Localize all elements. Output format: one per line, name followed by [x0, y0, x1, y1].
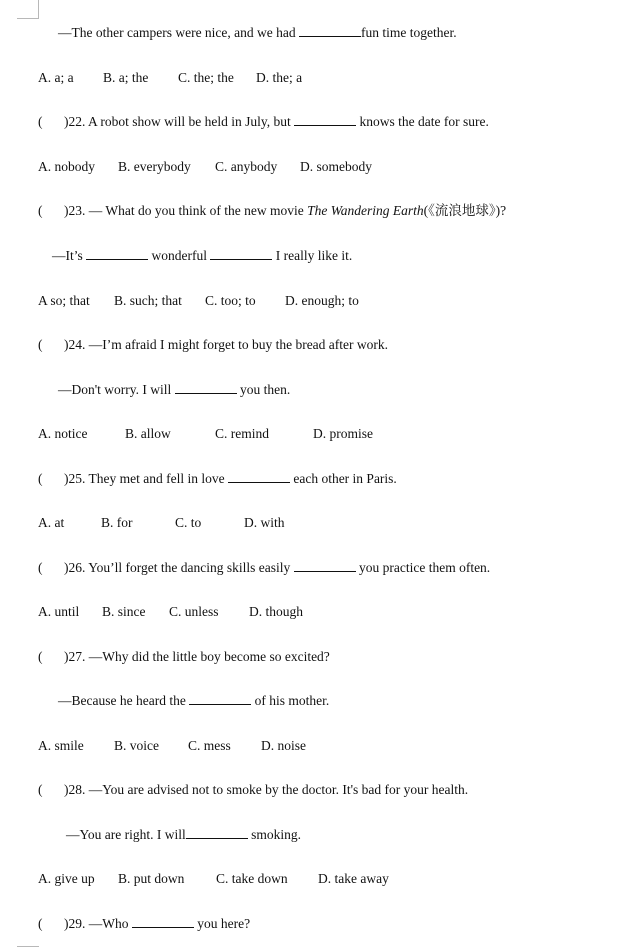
page-corner-mark: [17, 946, 39, 947]
text: wonderful: [148, 248, 211, 263]
option-a[interactable]: A. until: [38, 604, 80, 619]
option-a[interactable]: A so; that: [38, 293, 90, 308]
question-23-dialogue-line: [52, 247, 352, 265]
option-c[interactable]: C. the; the: [178, 70, 234, 85]
option-b[interactable]: B. a; the: [103, 70, 149, 85]
question-24: [38, 336, 388, 354]
option-b[interactable]: B. since: [102, 604, 146, 619]
option-b[interactable]: B. for: [101, 515, 133, 530]
option-c[interactable]: C. anybody: [215, 159, 278, 174]
question-25: [38, 470, 397, 488]
text: (《流浪地球》)?: [423, 203, 507, 218]
question-28-dialogue-line: [66, 826, 301, 844]
answer-blank[interactable]: [210, 247, 272, 260]
question-22-options: [38, 158, 372, 176]
answer-blank[interactable]: [294, 113, 356, 126]
answer-paren[interactable]: (: [38, 114, 43, 129]
text: )23. — What do you think of the new movie: [64, 203, 308, 218]
text: you practice them often.: [355, 560, 491, 575]
text: —Because he heard the: [58, 693, 190, 708]
question-21-dialogue-line: [58, 24, 457, 42]
answer-blank[interactable]: [186, 826, 248, 839]
answer-paren[interactable]: (: [38, 560, 43, 575]
question-27: [38, 648, 330, 666]
question-26-options: [38, 603, 303, 621]
text: —The other campers were nice, and we had: [58, 25, 300, 40]
option-b[interactable]: B. put down: [118, 871, 185, 886]
option-c[interactable]: C. to: [175, 515, 202, 530]
answer-paren[interactable]: (: [38, 782, 43, 797]
text: )26. You’ll forget the dancing skills easily: [64, 560, 294, 575]
page-corner-mark: [17, 18, 39, 19]
option-b[interactable]: B. such; that: [114, 293, 182, 308]
option-a[interactable]: A. notice: [38, 426, 88, 441]
page-corner-mark: [38, 0, 39, 19]
answer-blank[interactable]: [175, 381, 237, 394]
option-c[interactable]: C. mess: [188, 738, 231, 753]
option-a[interactable]: A. a; a: [38, 70, 74, 85]
text: —It’s: [52, 248, 87, 263]
question-26: [38, 559, 490, 577]
movie-title: The Wandering Earth: [307, 203, 424, 218]
text: —You are right. I will: [66, 827, 186, 842]
question-27-options: [38, 737, 306, 755]
question-27-dialogue-line: [58, 692, 329, 710]
answer-blank[interactable]: [228, 470, 290, 483]
text: I really like it.: [272, 248, 353, 263]
text: )28. —You are advised not to smoke by the doctor. It's bad for your health.: [64, 782, 469, 797]
text: each other in Paris.: [289, 471, 397, 486]
option-d[interactable]: D. with: [244, 515, 285, 530]
text: knows the date for sure.: [356, 114, 489, 129]
option-c[interactable]: C. take down: [216, 871, 288, 886]
question-28-options: [38, 870, 389, 888]
option-c[interactable]: C. remind: [215, 426, 269, 441]
option-d[interactable]: D. enough; to: [285, 293, 359, 308]
answer-blank[interactable]: [294, 559, 356, 572]
option-d[interactable]: D. the; a: [256, 70, 303, 85]
question-28: [38, 781, 468, 799]
answer-blank[interactable]: [132, 915, 194, 928]
text: )29. —Who: [64, 916, 132, 931]
answer-blank[interactable]: [189, 692, 251, 705]
text: )22. A robot show will be held in July, but: [64, 114, 295, 129]
text: fun time together.: [361, 25, 457, 40]
option-d[interactable]: D. somebody: [300, 159, 372, 174]
option-a[interactable]: A. nobody: [38, 159, 95, 174]
text: —Don't worry. I will: [58, 382, 175, 397]
question-24-options: [38, 425, 373, 443]
answer-blank[interactable]: [86, 247, 148, 260]
question-23-options: [38, 292, 359, 310]
option-a[interactable]: A. give up: [38, 871, 95, 886]
text: of his mother.: [251, 693, 330, 708]
text: you here?: [193, 916, 251, 931]
option-b[interactable]: B. allow: [125, 426, 171, 441]
question-22: [38, 113, 489, 131]
question-24-dialogue-line: [58, 381, 290, 399]
option-b[interactable]: B. voice: [114, 738, 159, 753]
answer-blank[interactable]: [299, 24, 361, 37]
text: you then.: [236, 382, 291, 397]
option-c[interactable]: C. unless: [169, 604, 219, 619]
answer-paren[interactable]: (: [38, 337, 43, 352]
option-b[interactable]: B. everybody: [118, 159, 191, 174]
question-23: [38, 202, 506, 220]
option-a[interactable]: A. smile: [38, 738, 84, 753]
option-d[interactable]: D. noise: [261, 738, 306, 753]
answer-paren[interactable]: (: [38, 471, 43, 486]
option-a[interactable]: A. at: [38, 515, 65, 530]
question-29: [38, 915, 250, 933]
text: )27. —Why did the little boy become so excited?: [64, 649, 330, 664]
option-d[interactable]: D. take away: [318, 871, 389, 886]
question-25-options: [38, 514, 285, 532]
option-c[interactable]: C. too; to: [205, 293, 256, 308]
text: smoking.: [247, 827, 302, 842]
option-d[interactable]: D. promise: [313, 426, 373, 441]
answer-paren[interactable]: (: [38, 203, 43, 218]
option-d[interactable]: D. though: [249, 604, 303, 619]
text: )24. —I’m afraid I might forget to buy the bread after work.: [64, 337, 389, 352]
text: )25. They met and fell in love: [64, 471, 228, 486]
answer-paren[interactable]: (: [38, 649, 43, 664]
answer-paren[interactable]: (: [38, 916, 43, 931]
question-21-options: [38, 69, 302, 87]
